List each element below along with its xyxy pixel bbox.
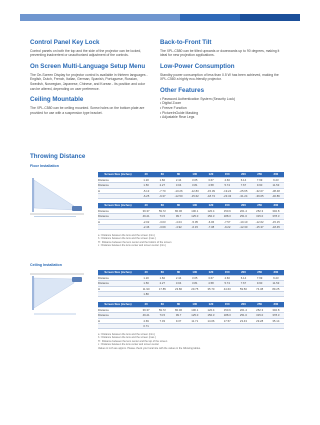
column-header: 120 bbox=[203, 172, 219, 177]
table-cell: 302.8 bbox=[268, 208, 284, 213]
table-cell: -46.86 bbox=[268, 194, 284, 199]
column-header: 100 bbox=[187, 270, 203, 275]
table-cell: -32.07 bbox=[252, 188, 268, 193]
row-label bbox=[98, 292, 138, 297]
table-cell bbox=[203, 292, 219, 297]
column-header: 120 bbox=[203, 302, 219, 307]
table-cell: 39.37 bbox=[138, 307, 154, 312]
table-cell: 120.4 bbox=[203, 307, 219, 312]
table-cell: -3.69 bbox=[154, 225, 170, 230]
table-cell: 188.3 bbox=[219, 214, 235, 219]
table-cell: -2.46 bbox=[138, 225, 154, 230]
table-cell: -19.24 bbox=[219, 188, 235, 193]
table-cell: 74.38 bbox=[252, 286, 268, 291]
table-cell: -5.05 bbox=[187, 219, 203, 224]
table-cell: 49.21 bbox=[138, 313, 154, 318]
table-cell: 2.27 bbox=[154, 183, 170, 188]
column-header-label: Screen Size (inches) bbox=[98, 203, 138, 208]
row-label: Distance bbox=[98, 177, 138, 182]
table-cell: 4.58 bbox=[203, 183, 219, 188]
column-header: 40 bbox=[138, 172, 154, 177]
table-cell: 29.28 bbox=[252, 318, 268, 323]
table-cell: -5.13 bbox=[138, 188, 154, 193]
column-header: 250 bbox=[252, 302, 268, 307]
column-header: 60 bbox=[154, 203, 170, 208]
table-cell: 14.06 bbox=[203, 318, 219, 323]
table-cell: 7.67 bbox=[235, 183, 251, 188]
bar-segment-mid bbox=[180, 14, 240, 21]
column-header: 250 bbox=[252, 270, 268, 275]
ceiling-table-2 bbox=[98, 302, 284, 329]
table-cell bbox=[203, 324, 219, 329]
floor-table-1 bbox=[98, 172, 284, 199]
feature-item: • Digital Zoom bbox=[160, 101, 182, 106]
row-label: H bbox=[98, 219, 138, 224]
table-cell: 59.50 bbox=[235, 286, 251, 291]
projector-icon bbox=[72, 277, 82, 282]
table-cell: 3.05 bbox=[187, 275, 203, 280]
table-cell: 315.0 bbox=[252, 313, 268, 318]
table-cell: 3.67 bbox=[203, 275, 219, 280]
column-header: 80 bbox=[170, 270, 186, 275]
table-cell: 3.04 bbox=[170, 281, 186, 286]
table-cell: -23.43 bbox=[219, 194, 235, 199]
table-cell bbox=[235, 292, 251, 297]
table-cell bbox=[187, 324, 203, 329]
table-cell: -25.65 bbox=[235, 188, 251, 193]
table-cell: 9.60 bbox=[252, 281, 268, 286]
ceiling-installation-label: Ceiling Installation bbox=[30, 263, 62, 267]
table-cell: 4.60 bbox=[219, 275, 235, 280]
table-cell: 9.37 bbox=[170, 318, 186, 323]
table-cell bbox=[235, 324, 251, 329]
heading-back-to-front-tilt: Back-to-Front Tilt bbox=[160, 39, 212, 46]
table-cell bbox=[252, 324, 268, 329]
column-header: 150 bbox=[219, 203, 235, 208]
column-header-label: Screen Size (inches) bbox=[98, 302, 138, 307]
row-label: H bbox=[98, 286, 138, 291]
table-cell: -3.03 bbox=[154, 219, 170, 224]
table-cell: -2.02 bbox=[138, 219, 154, 224]
table-cell: 11.90 bbox=[138, 286, 154, 291]
table-cell: -10.26 bbox=[170, 188, 186, 193]
column-header: 200 bbox=[235, 172, 251, 177]
table-cell: -15.37 bbox=[252, 225, 268, 230]
table-cell: 11.71 bbox=[187, 318, 203, 323]
table-cell: 5.74 bbox=[219, 183, 235, 188]
table-cell: -7.57 bbox=[219, 219, 235, 224]
table-row bbox=[98, 324, 284, 329]
table-cell bbox=[219, 292, 235, 297]
table-cell bbox=[252, 292, 268, 297]
table-cell: 4.58 bbox=[203, 281, 219, 286]
table-cell: -10.10 bbox=[235, 219, 251, 224]
note-line: H : Distance between the lens center and the bottom of the screen bbox=[98, 240, 172, 244]
column-header: 120 bbox=[203, 270, 219, 275]
table-cell bbox=[154, 324, 170, 329]
table-cell: 3.05 bbox=[187, 177, 203, 182]
top-color-bar bbox=[0, 14, 300, 21]
screen-icon bbox=[32, 178, 34, 212]
ceiling-installation-diagram bbox=[28, 270, 86, 320]
table-cell: 1.82 bbox=[154, 275, 170, 280]
table-cell: -9.22 bbox=[219, 225, 235, 230]
table-cell: 1.50 bbox=[138, 183, 154, 188]
column-header: 250 bbox=[252, 203, 268, 208]
row-label: Distance bbox=[98, 313, 138, 318]
table-cell: 7.67 bbox=[235, 281, 251, 286]
table-cell: 2.44 bbox=[170, 275, 186, 280]
table-cell: 35.14 bbox=[268, 318, 284, 323]
column-header: 120 bbox=[203, 203, 219, 208]
table-cell: 7.69 bbox=[252, 275, 268, 280]
right-column bbox=[160, 40, 280, 120]
table-cell: 125.0 bbox=[187, 313, 203, 318]
heading-other-features: Other Features bbox=[160, 87, 205, 94]
table-cell: 2.44 bbox=[170, 177, 186, 182]
table-cell: 150.9 bbox=[219, 208, 235, 213]
table-cell: 2.27 bbox=[154, 281, 170, 286]
table-cell: 49.21 bbox=[138, 214, 154, 219]
body-low-power: Standby power consumption of less than 0.5 W has been achieved, making the XPL-C580 a highly eco-friendly projector. bbox=[160, 72, 279, 82]
table-cell: 100.1 bbox=[187, 208, 203, 213]
row-label: Distance bbox=[98, 208, 138, 213]
table-cell bbox=[268, 292, 284, 297]
table-cell: 6.14 bbox=[235, 177, 251, 182]
table-cell: 74.5 bbox=[154, 313, 170, 318]
floor-table-2 bbox=[98, 203, 284, 230]
projection-beam bbox=[34, 180, 74, 210]
table-cell: -15.15 bbox=[268, 219, 284, 224]
table-cell: 201.4 bbox=[235, 208, 251, 213]
table-cell: 150.3 bbox=[203, 313, 219, 318]
table-cell: 6.14 bbox=[235, 275, 251, 280]
table-cell: 378.3 bbox=[268, 313, 284, 318]
other-features-list bbox=[160, 97, 280, 120]
table-cell: 201.4 bbox=[235, 307, 251, 312]
table-cell: 39.37 bbox=[138, 208, 154, 213]
column-header: 60 bbox=[154, 172, 170, 177]
body-back-to-front-tilt: The XPL-C580 can be tilted upwards or downwards up to 90 degrees, making it ideal for new projection applications. bbox=[160, 48, 280, 58]
heading-ceiling-mountable: Ceiling Mountable bbox=[30, 96, 84, 104]
row-label bbox=[98, 194, 138, 199]
table-cell: 0.71 bbox=[138, 324, 154, 329]
note-line: a : Distance between the lens and the screen (min.) bbox=[98, 333, 156, 336]
table-cell: 59.72 bbox=[154, 208, 170, 213]
table-cell: 251.6 bbox=[235, 214, 251, 219]
body-osd-setup: The On-Screen Display for projector control is available in thirteen languages - English, Dutch, French, Italian, German, Spanish, Portuguese, Russian, Swedish, Norwegian, Japanese, Chinese, and Korean - its position and color can be altered, depending on user preference. bbox=[30, 72, 148, 91]
row-label: Distance bbox=[98, 307, 138, 312]
table-cell bbox=[170, 324, 186, 329]
column-header: 100 bbox=[187, 302, 203, 307]
table-cell: 1.82 bbox=[154, 177, 170, 182]
table-cell: 89.25 bbox=[268, 286, 284, 291]
column-header: 80 bbox=[170, 172, 186, 177]
row-label: Distance bbox=[98, 183, 138, 188]
table-cell: 9.23 bbox=[268, 275, 284, 280]
table-cell: -39.05 bbox=[252, 194, 268, 199]
column-header: 300 bbox=[268, 270, 284, 275]
table-cell: 80.06 bbox=[170, 307, 186, 312]
note-line: b : Distance between the lens and the screen (max.) bbox=[98, 237, 156, 241]
table-row bbox=[98, 194, 284, 199]
floor-installation-label: Floor Installation bbox=[30, 164, 59, 168]
table-cell: 23.43 bbox=[235, 318, 251, 323]
table-cell: 99.7 bbox=[170, 313, 186, 318]
heading-low-power: Low-Power Consumption bbox=[160, 63, 235, 70]
table-cell: 252.3 bbox=[252, 307, 268, 312]
ceiling-table-1 bbox=[98, 270, 284, 297]
screen-icon bbox=[32, 276, 34, 310]
table-cell: -7.38 bbox=[203, 225, 219, 230]
column-header: 200 bbox=[235, 270, 251, 275]
feature-item: • Freeze Function bbox=[160, 106, 187, 110]
table-cell bbox=[154, 292, 170, 297]
table-cell bbox=[187, 292, 203, 297]
column-header: 80 bbox=[170, 203, 186, 208]
row-label: Distance bbox=[98, 275, 138, 280]
note-line: c : Distance between the lens center and screen center bbox=[98, 343, 160, 347]
feature-item: • PictureInGuide Masking bbox=[160, 110, 199, 115]
table-cell: 1.50 bbox=[138, 281, 154, 286]
table-cell bbox=[268, 324, 284, 329]
table-cell: -18.74 bbox=[203, 194, 219, 199]
column-header: 80 bbox=[170, 302, 186, 307]
bar-segment-dark bbox=[240, 14, 300, 21]
column-header: 300 bbox=[268, 302, 284, 307]
column-header-label: Screen Size (inches) bbox=[98, 172, 138, 177]
table-cell: -6.15 bbox=[187, 225, 203, 230]
table-cell: -12.62 bbox=[252, 219, 268, 224]
table-cell: 7.03 bbox=[154, 318, 170, 323]
table-cell: 5.74 bbox=[219, 281, 235, 286]
note-line: c : Distance between the lens center and screen center (min.) bbox=[98, 244, 167, 248]
table-cell: -4.92 bbox=[170, 225, 186, 230]
table-cell: 11.53 bbox=[268, 183, 284, 188]
row-label: Distance bbox=[98, 281, 138, 286]
table-cell: 3.67 bbox=[203, 177, 219, 182]
table-cell: 59.72 bbox=[154, 307, 170, 312]
row-label bbox=[98, 324, 138, 329]
table-cell: -6.25 bbox=[138, 194, 154, 199]
table-cell: 1.80 bbox=[138, 292, 154, 297]
column-header: 40 bbox=[138, 203, 154, 208]
heading-control-panel-key-lock: Control Panel Key Lock bbox=[30, 39, 100, 46]
column-header: 300 bbox=[268, 203, 284, 208]
body-control-panel-key-lock: Control panels on both the top and the side of the projector can be locked, preventing inadvertent or unauthorized adjustment of the controls. bbox=[30, 48, 142, 58]
column-header: 40 bbox=[138, 270, 154, 275]
table-cell bbox=[170, 292, 186, 297]
table-cell: -9.37 bbox=[154, 194, 170, 199]
column-header: 60 bbox=[154, 302, 170, 307]
table-cell: -6.06 bbox=[203, 219, 219, 224]
table-cell: -15.62 bbox=[187, 194, 203, 199]
column-header: 300 bbox=[268, 172, 284, 177]
floor-notes bbox=[98, 234, 284, 248]
column-header: 150 bbox=[219, 172, 235, 177]
table-cell: 3.81 bbox=[187, 183, 203, 188]
column-header: 100 bbox=[187, 172, 203, 177]
column-header: 250 bbox=[252, 172, 268, 177]
note-line: H : Distance between the lens center and the top of the screen bbox=[98, 339, 168, 343]
column-header: 150 bbox=[219, 302, 235, 307]
table-cell: -38.48 bbox=[268, 188, 284, 193]
table-cell: 120.4 bbox=[203, 208, 219, 213]
row-label bbox=[98, 225, 138, 230]
table-cell: 44.63 bbox=[219, 286, 235, 291]
bar-segment-light bbox=[20, 14, 180, 21]
table-cell: 23.80 bbox=[170, 286, 186, 291]
table-cell: -7.70 bbox=[154, 188, 170, 193]
projection-beam bbox=[34, 278, 74, 308]
table-cell: 4.60 bbox=[219, 177, 235, 182]
table-cell: -12.83 bbox=[187, 188, 203, 193]
table-cell: 3.04 bbox=[170, 183, 186, 188]
heading-osd-setup: On Screen Multi-Language Setup Menu bbox=[30, 63, 146, 70]
table-cell: 1.20 bbox=[138, 275, 154, 280]
projector-icon bbox=[72, 206, 82, 211]
feature-item: • Password Authentication System (Security Lock) bbox=[160, 96, 236, 101]
column-header: 150 bbox=[219, 270, 235, 275]
table-cell: 252.3 bbox=[252, 208, 268, 213]
column-header: 60 bbox=[154, 270, 170, 275]
table-cell: 150.9 bbox=[219, 307, 235, 312]
table-cell: -31.24 bbox=[235, 194, 251, 199]
table-cell: 302.8 bbox=[268, 307, 284, 312]
table-cell: 9.60 bbox=[252, 183, 268, 188]
left-column bbox=[30, 40, 150, 115]
column-header: 100 bbox=[187, 203, 203, 208]
table-cell: 35.70 bbox=[203, 286, 219, 291]
table-cell: 4.69 bbox=[138, 318, 154, 323]
table-cell: 17.57 bbox=[219, 318, 235, 323]
note-line: a : Distance between the lens and the screen (min.) bbox=[98, 234, 156, 237]
table-cell: 9.23 bbox=[268, 177, 284, 182]
column-header: 200 bbox=[235, 302, 251, 307]
table-cell bbox=[219, 324, 235, 329]
table-cell: -12.30 bbox=[235, 225, 251, 230]
table-cell: 29.75 bbox=[187, 286, 203, 291]
table-cell: 100.1 bbox=[187, 307, 203, 312]
row-label: H bbox=[98, 188, 138, 193]
feature-item: • Adjustable Rear Legs bbox=[160, 115, 195, 120]
table-cell: 80.06 bbox=[170, 208, 186, 213]
table-cell: 74.5 bbox=[154, 214, 170, 219]
note-line: b : Distance between the lens and the screen (max.) bbox=[98, 336, 156, 340]
column-header: 200 bbox=[235, 203, 251, 208]
table-cell: -18.45 bbox=[268, 225, 284, 230]
table-cell: 17.85 bbox=[154, 286, 170, 291]
table-cell: 188.3 bbox=[219, 313, 235, 318]
table-row bbox=[98, 292, 284, 297]
table-cell: -12.50 bbox=[170, 194, 186, 199]
table-cell: 251.6 bbox=[235, 313, 251, 318]
row-label: Distance bbox=[98, 214, 138, 219]
table-cell: 150.3 bbox=[203, 214, 219, 219]
table-cell: 11.53 bbox=[268, 281, 284, 286]
note-line: Values in inch are approx. Please check your local site with the values in the following tables. bbox=[98, 346, 201, 350]
table-cell: 378.3 bbox=[268, 214, 284, 219]
table-cell: -15.39 bbox=[203, 188, 219, 193]
table-cell: 125.0 bbox=[187, 214, 203, 219]
column-header: 40 bbox=[138, 302, 154, 307]
body-ceiling-mountable: The XPL-C580 can be ceiling mounted. Screw holes on the bottom plate are provided for use with a suspension type bracket. bbox=[30, 106, 145, 115]
bar-segment-blank bbox=[0, 14, 20, 21]
throwing-distance-title: Throwing Distance bbox=[30, 153, 86, 160]
table-cell: 1.20 bbox=[138, 177, 154, 182]
column-header-label: Screen Size (inches) bbox=[98, 270, 138, 275]
ceiling-notes bbox=[98, 333, 284, 350]
table-cell: 99.7 bbox=[170, 214, 186, 219]
table-row bbox=[98, 225, 284, 230]
table-cell: -4.04 bbox=[170, 219, 186, 224]
table-cell: 3.81 bbox=[187, 281, 203, 286]
floor-installation-diagram bbox=[28, 170, 86, 220]
row-label: H bbox=[98, 318, 138, 323]
table-cell: 7.69 bbox=[252, 177, 268, 182]
table-cell: 315.0 bbox=[252, 214, 268, 219]
